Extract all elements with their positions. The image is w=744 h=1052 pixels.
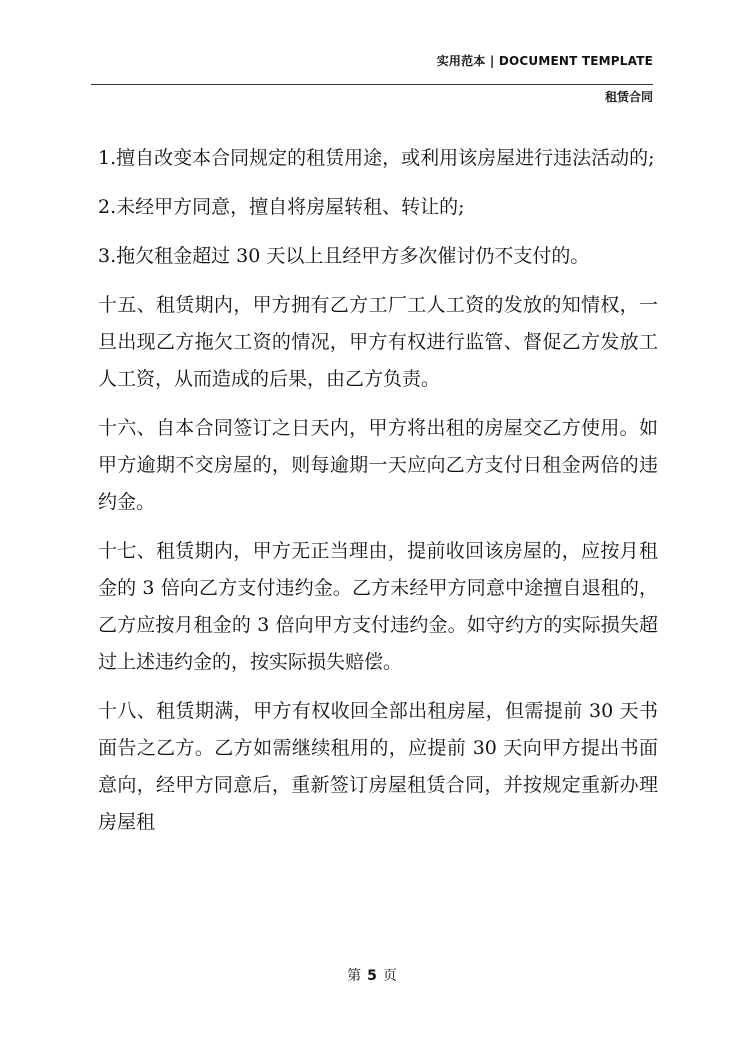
page-footer <box>0 965 744 985</box>
page-prefix: 第 <box>347 968 362 984</box>
clause-16: 十六、自本合同签订之日天内，甲方将出租的房屋交乙方使用。如甲方逾期不交房屋的，则每逾期一天应向乙方支付日租金两倍的违约金。 <box>98 417 658 513</box>
page-number: 5 <box>367 968 377 984</box>
clause-17: 十七、租赁期内，甲方无正当理由，提前收回该房屋的，应按月租金的 3 倍向乙方支付违约金。乙方未经甲方同意中途擅自退租的，乙方应按月租金的 3 倍向甲方支付违约金。如守约方的实际损失超过上述违约金的，按实际损失赔偿。 <box>98 540 658 673</box>
document-body <box>98 140 658 841</box>
document-name: 租赁合同 <box>604 90 653 104</box>
header-title: 实用范本 | DOCUMENT TEMPLATE <box>436 54 653 68</box>
page-suffix: 页 <box>382 968 397 984</box>
clause-item-2: 2.未经甲方同意，擅自将房屋转租、转让的; <box>98 196 465 218</box>
clause-18: 十八、租赁期满，甲方有权收回全部出租房屋，但需提前 30 天书面告之乙方。乙方如需继续租用的，应提前 30 天向甲方提出书面意向，经甲方同意后，重新签订房屋租赁合同，并按规定重新办理房屋租 <box>98 700 658 833</box>
header-divider <box>91 84 653 85</box>
clause-item-1: 1.擅自改变本合同规定的租赁用途，或利用该房屋进行违法活动的; <box>98 147 655 169</box>
clause-15: 十五、租赁期内，甲方拥有乙方工厂工人工资的发放的知情权，一旦出现乙方拖欠工资的情况，甲方有权进行监管、督促乙方发放工人工资，从而造成的后果，由乙方负责。 <box>98 294 658 390</box>
clause-item-3: 3.拖欠租金超过 30 天以上且经甲方多次催讨仍不支付的。 <box>98 245 590 267</box>
